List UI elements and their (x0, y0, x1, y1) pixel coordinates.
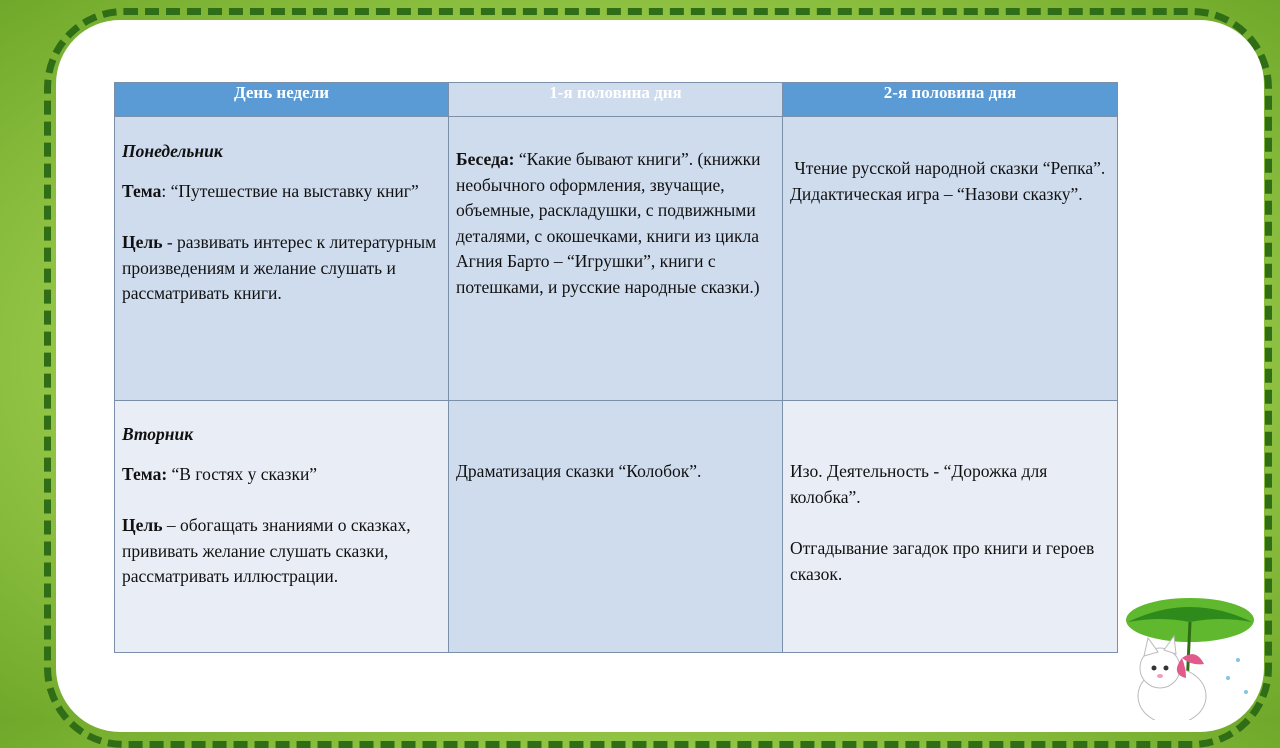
header-second-half: 2-я половина дня (783, 83, 1118, 117)
day-cell (115, 401, 449, 653)
second-half-text: Отгадывание загадок про книги и героев сказок. (790, 538, 1095, 584)
second-half-text: Дидактическая игра – “Назови сказку”. (790, 183, 1083, 204)
goal-text: Цель - развивать интерес к литературным произведениям и желание слушать и рассматривать книги. (122, 232, 437, 303)
goal-text: Цель – обогащать знаниями о сказках, прививать желание слушать сказки, рассматривать иллюстрации. (122, 515, 411, 586)
second-half-text: Изо. Деятельность - “Дорожка для колобка”. (790, 461, 1048, 507)
day-name: Вторник (122, 424, 194, 444)
header-day-of-week: День недели (115, 83, 449, 117)
second-half-text: Чтение русской народной сказки “Репка”. (790, 158, 1106, 178)
first-half-cell (449, 401, 783, 653)
table-header-row (115, 83, 1118, 117)
first-half-cell (449, 117, 783, 401)
day-cell (115, 117, 449, 401)
day-name: Понедельник (122, 141, 223, 161)
table-row (115, 401, 1118, 653)
second-half-cell (783, 117, 1118, 401)
header-first-half: 1-я половина дня (449, 83, 783, 117)
second-half-cell (783, 401, 1118, 653)
cat-with-leaf-umbrella-icon (1120, 588, 1260, 720)
first-half-text: Беседа: “Какие бывают книги”. (книжки необычного оформления, звучащие, объемные, раскладушки, с подвижными деталями, с окошечками, книги из цикла Агния Барто – “Игрушки”, книги с потешками, и русские народные сказки.) (456, 149, 761, 297)
theme-text: Тема: “Путешествие на выставку книг” (122, 180, 419, 201)
first-half-text: Драматизация сказки “Колобок”. (456, 461, 702, 481)
table-row (115, 117, 1118, 401)
theme-text: Тема: “В гостях у сказки” (122, 463, 318, 484)
activity-plan-table (114, 82, 1118, 653)
